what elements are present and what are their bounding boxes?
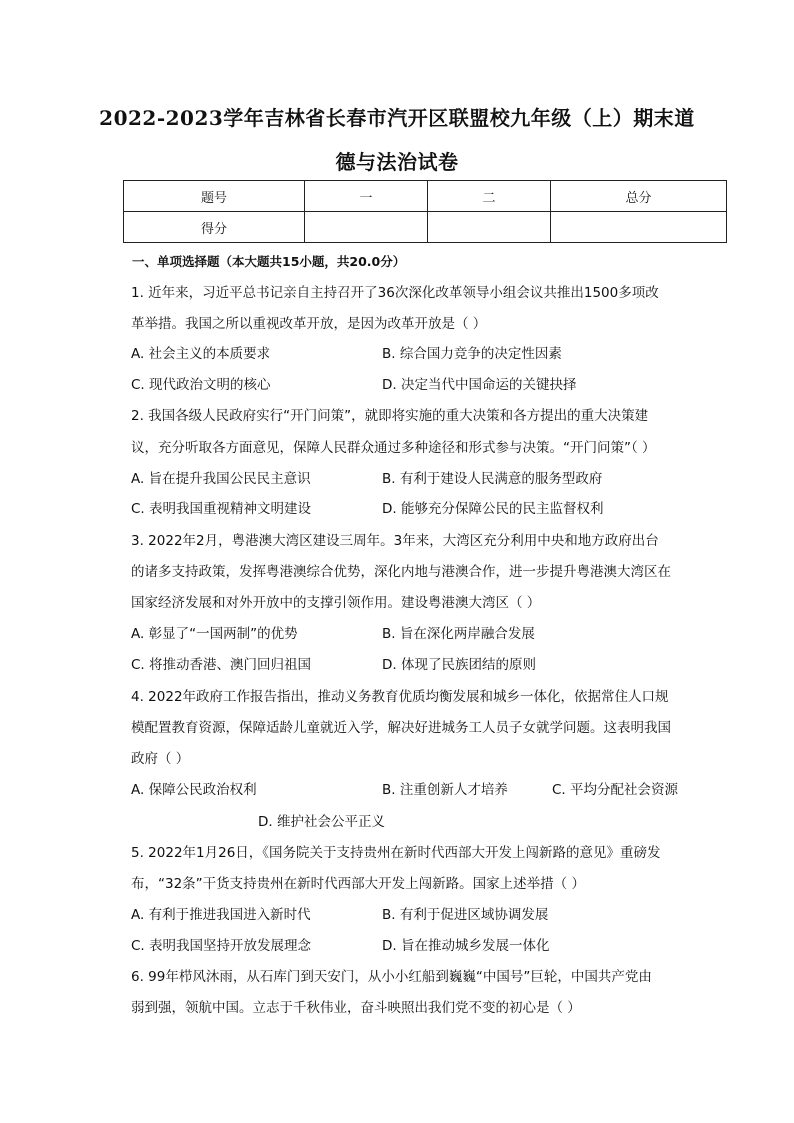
- score-header-cell: 二: [428, 181, 551, 212]
- score-table-score-row: [124, 212, 727, 243]
- question-4-line: 模配置教育资源，保障适龄儿童就近入学，解决好进城务工人员子女就学问题。这表明我国: [131, 720, 671, 736]
- page-title-line2: 德与法治试卷: [335, 150, 459, 174]
- question-1-option-b[interactable]: B. 综合国力竞争的决定性因素: [382, 346, 562, 362]
- question-3-option-a[interactable]: A. 彰显了“一国两制”的优势: [131, 626, 298, 642]
- score-input-cell[interactable]: [428, 212, 551, 243]
- question-5-line: 5. 2022年1月26日，《国务院关于支持贵州在新时代西部大开发上闯新路的意见》重磅发: [131, 845, 661, 861]
- question-1-option-d[interactable]: D. 决定当代中国命运的关键抉择: [382, 377, 577, 393]
- question-3-line: 国家经济发展和对外开放中的支撑引领作用。建设粤港澳大湾区（ ）: [131, 595, 541, 611]
- question-4-option-d[interactable]: D. 维护社会公平正义: [258, 814, 385, 830]
- score-input-cell[interactable]: [305, 212, 428, 243]
- question-1-option-c[interactable]: C. 现代政治文明的核心: [131, 377, 271, 393]
- score-label-cell: 得分: [124, 212, 305, 243]
- score-input-cell[interactable]: [551, 212, 727, 243]
- section-heading: 一、单项选择题（本大题共15小题，共20.0分）: [132, 254, 406, 269]
- question-4-option-a[interactable]: A. 保障公民政治权利: [131, 782, 257, 798]
- score-header-cell: 一: [305, 181, 428, 212]
- question-4-line: 政府（ ）: [131, 751, 190, 767]
- score-header-cell: 总分: [551, 181, 727, 212]
- question-2-option-d[interactable]: D. 能够充分保障公民的民主监督权利: [382, 501, 604, 517]
- page-title-line1: 2022-2023学年吉林省长春市汽开区联盟校九年级（上）期末道: [99, 106, 695, 130]
- question-1-option-a[interactable]: A. 社会主义的本质要求: [131, 346, 271, 362]
- question-5-option-d[interactable]: D. 旨在推动城乡发展一体化: [382, 938, 550, 954]
- question-2-line: 议，充分听取各方面意见，保障人民群众通过多种途径和形式参与决策。“开门问策”（ ）: [131, 440, 656, 456]
- question-5-option-c[interactable]: C. 表明我国坚持开放发展理念: [131, 938, 312, 954]
- question-5-option-a[interactable]: A. 有利于推进我国进入新时代: [131, 907, 311, 923]
- question-1-line: 1. 近年来，习近平总书记亲自主持召开了36次深化改革领导小组会议共推出1500多项改: [131, 285, 659, 301]
- question-2-option-a[interactable]: A. 旨在提升我国公民民主意识: [131, 471, 311, 487]
- question-5-line: 布，“32条”干货支持贵州在新时代西部大开发上闯新路。国家上述举措（ ）: [131, 876, 585, 892]
- question-1-line: 革举措。我国之所以重视改革开放，是因为改革开放是（ ）: [131, 316, 487, 332]
- question-2-line: 2. 我国各级人民政府实行“开门问策”，就即将实施的重大决策和各方提出的重大决策建: [131, 408, 649, 424]
- score-table: [123, 180, 727, 243]
- score-header-cell: 题号: [124, 181, 305, 212]
- question-6-line: 6. 99年栉风沐雨，从石库门到天安门，从小小红船到巍巍“中国号”巨轮，中国共产党由: [131, 969, 652, 985]
- question-3-option-b[interactable]: B. 旨在深化两岸融合发展: [382, 626, 535, 642]
- question-2-option-c[interactable]: C. 表明我国重视精神文明建设: [131, 501, 312, 517]
- question-3-line: 3. 2022年2月，粤港澳大湾区建设三周年。3年来，大湾区充分利用中央和地方政府出台: [131, 533, 659, 549]
- question-2-option-b[interactable]: B. 有利于建设人民满意的服务型政府: [382, 471, 603, 487]
- question-4-option-b[interactable]: B. 注重创新人才培养: [382, 782, 508, 798]
- question-5-option-b[interactable]: B. 有利于促进区域协调发展: [382, 907, 549, 923]
- question-4-option-c[interactable]: C. 平均分配社会资源: [552, 782, 679, 798]
- question-3-option-c[interactable]: C. 将推动香港、澳门回归祖国: [131, 657, 312, 673]
- score-table-header-row: [124, 181, 727, 212]
- question-6-line: 弱到强，领航中国。立志于千秋伟业，奋斗映照出我们党不变的初心是（ ）: [131, 1000, 581, 1016]
- question-4-line: 4. 2022年政府工作报告指出，推动义务教育优质均衡发展和城乡一体化，依据常住人口规: [131, 689, 669, 705]
- question-3-option-d[interactable]: D. 体现了民族团结的原则: [382, 657, 536, 673]
- question-3-line: 的诸多支持政策，发挥粤港澳综合优势，深化内地与港澳合作，进一步提升粤港澳大湾区在: [131, 564, 671, 580]
